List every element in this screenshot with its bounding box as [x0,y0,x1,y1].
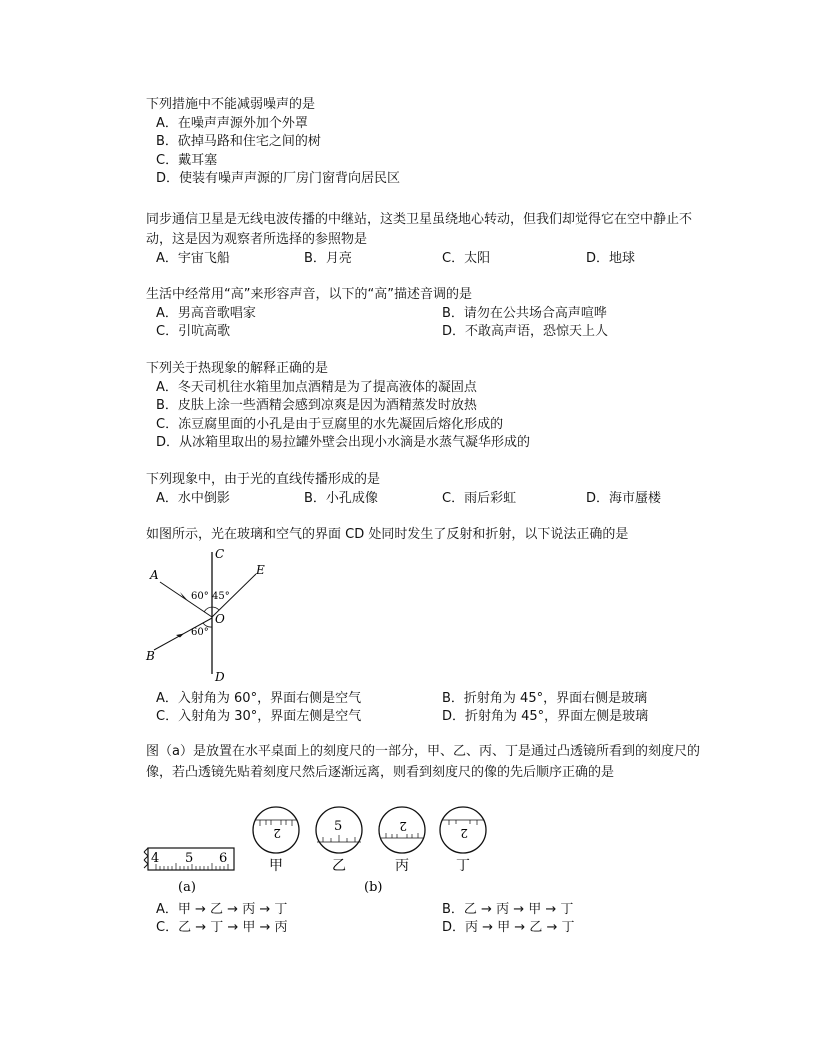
caption-b: (b) [364,880,383,895]
lens-jia [253,807,299,853]
question-7 [146,742,702,783]
option-c: C．引吭高歌 [156,323,231,339]
option-c: C．太阳 [442,251,491,266]
options-row [146,708,706,726]
angle-label: 60° [191,591,209,602]
option-b: B．月亮 [304,251,352,266]
ruler [144,848,234,870]
options-row [146,901,706,919]
option-a: A．入射角为 60°，界面右侧是空气 [156,691,362,706]
question-7-options [146,901,706,937]
option-c: C．入射角为 30°，界面左侧是空气 [156,709,362,724]
lens-figure [140,800,500,900]
lens-name: 甲 [269,858,283,874]
label-b: B [146,649,155,663]
option-d: D．海市蜃楼 [586,490,662,506]
options-row [146,250,706,268]
ruler-number: 6 [219,851,228,866]
ruler-number: 4 [151,851,160,866]
question-5 [146,471,706,508]
caption-a: (a) [178,880,196,895]
option-a: A．在噪声声源外加个外罩 [156,115,308,131]
option-b: B．皮肤上涂一些酒精会感到凉爽是因为酒精蒸发时放热 [156,398,477,413]
question-6-options [146,690,706,726]
option-c: C．冻豆腐里面的小孔是由于豆腐里的水先凝固后熔化形成的 [156,416,504,432]
label-e: E [256,563,265,577]
label-o: O [215,612,225,626]
options-row [146,305,706,323]
option-a: A．水中倒影 [156,490,230,506]
ruler-number: 5 [185,851,194,866]
angle-arc [212,607,219,610]
question-stem: 下列现象中，由于光的直线传播形成的是 [146,472,381,487]
option-d: D．丙 → 甲 → 乙 → 丁 [442,920,575,935]
question-1 [146,96,706,189]
options-row [146,490,706,508]
question-stem: 图（a）是放置在水平桌面上的刻度尺的一部分，甲、乙、丙、丁是通过凸透镜所看到的刻度尺的像，若凸透镜先贴着刻度尺然后逐渐远离，则看到刻度尺的像的先后顺序正确的是 [146,744,700,780]
question-6 [146,526,706,545]
options-row [146,690,706,708]
option-c: C．戴耳塞 [156,152,218,168]
lens-name: 丙 [395,858,409,874]
angle-label: 45° [212,591,230,602]
option-b: B．砍掉马路和住宅之间的树 [156,134,321,149]
question-2 [146,210,706,268]
lens-name: 乙 [332,858,346,874]
option-a: A．男高音歌唱家 [156,305,256,321]
question-stem: 生活中经常用“高”来形容声音，以下的“高”描述音调的是 [146,287,472,302]
option-c: C．雨后彩虹 [442,490,517,506]
option-b: B．小孔成像 [304,490,378,506]
lens-bing [379,807,425,853]
lens-digit: 2 [273,826,281,840]
lens-yi [316,807,362,853]
option-c: C．乙 → 丁 → 甲 → 丙 [156,920,288,935]
option-d: D．从冰箱里取出的易拉罐外壁会出现小水滴是水蒸气凝华形成的 [156,435,531,450]
option-a: A．冬天司机往水箱里加点酒精是为了提高液体的凝固点 [156,379,477,395]
question-3 [146,286,706,341]
option-d: D．折射角为 45°，界面左侧是玻璃 [442,709,649,724]
option-d: D．使装有噪声声源的厂房门窗背向居民区 [156,171,401,186]
refraction-diagram [140,544,280,684]
lens-digit: 2 [460,826,468,840]
question-4 [146,360,706,453]
label-c: C [215,547,225,561]
option-b: B．折射角为 45°，界面右侧是玻璃 [442,691,648,706]
question-stem: 下列措施中不能减弱噪声的是 [146,97,316,112]
lens-digit: 2 [399,819,407,833]
options-row [146,323,706,341]
option-d: D．地球 [586,251,636,266]
angle-label: 60° [191,627,209,638]
question-stem: 同步通信卫星是无线电波传播的中继站，这类卫星虽绕地心转动，但我们却觉得它在空中静止不动，这是因为观察者所选择的参照物是 [146,212,693,247]
option-b: B．请勿在公共场合高声喧哗 [442,305,607,321]
options-row [146,919,706,937]
lens-ding [440,807,486,853]
question-stem: 下列关于热现象的解释正确的是 [146,361,329,376]
label-d: D [215,670,225,684]
option-a: A．甲 → 乙 → 丙 → 丁 [156,902,288,917]
lens-digit: 5 [334,819,343,834]
label-a: A [150,568,159,582]
option-a: A．宇宙飞船 [156,251,230,266]
angle-arc [204,607,212,612]
question-stem: 如图所示，光在玻璃和空气的界面 CD 处同时发生了反射和折射，以下说法正确的是 [146,527,629,542]
option-d: D．不敢高声语，恐惊天上人 [442,323,609,339]
option-b: B．乙 → 丙 → 甲 → 丁 [442,902,574,917]
lens-name: 丁 [456,858,470,874]
